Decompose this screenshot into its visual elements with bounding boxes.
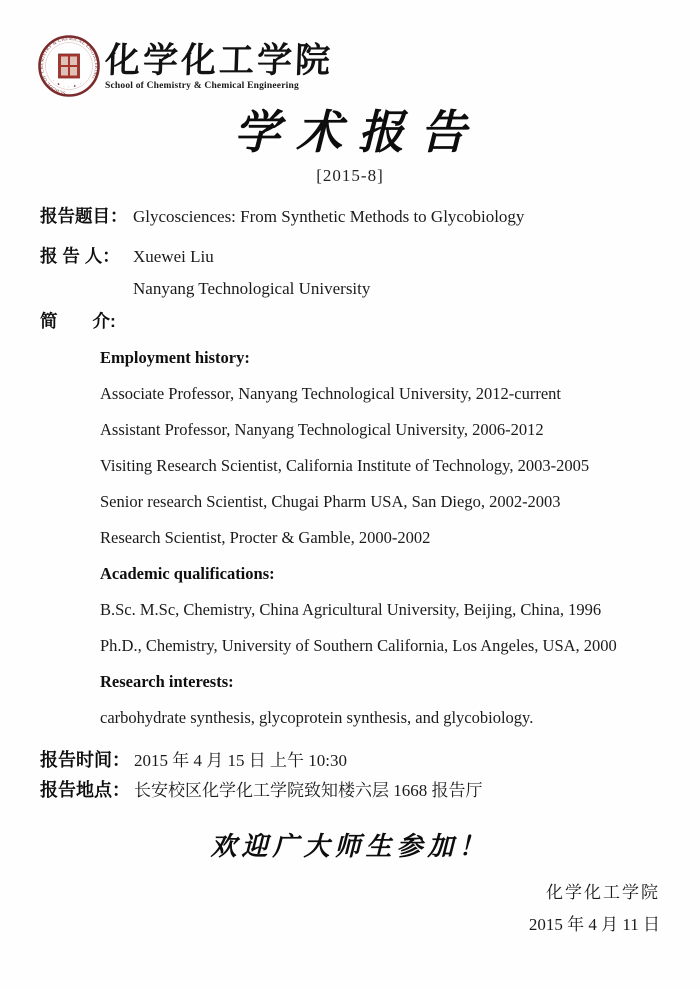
report-time-row (40, 746, 670, 772)
bio-item: Senior research Scientist, Chugai Pharm USA, San Diego, 2002-2003 (100, 492, 561, 511)
svg-text:SCHOOL OF CHEMISTRY & CHEMICAL: SCHOOL OF CHEMISTRY & CHEMICAL ENGINEERING (38, 35, 100, 96)
bio-item: Research Scientist, Procter & Gamble, 2000-2002 (100, 528, 431, 547)
report-venue-label: 报告地点： (40, 780, 130, 800)
document-title: 学术报告 (234, 107, 482, 158)
bio-item: Associate Professor, Nanyang Technological University, 2012-current (100, 384, 561, 403)
college-name-block (105, 34, 333, 91)
report-title-label: 报告题目： (40, 206, 128, 226)
bio-item: Visiting Research Scientist, California Institute of Technology, 2003-2005 (100, 456, 590, 475)
signature-college: 化学化工学院 (546, 883, 660, 902)
report-title-row (40, 203, 670, 228)
bio-section-heading: Research interests: (100, 672, 234, 691)
report-venue-row (40, 776, 670, 802)
issue-number: [2015-8] (316, 166, 384, 185)
speaker-affiliation: Nanyang Technological University (133, 279, 371, 298)
report-time-label: 报告时间： (40, 750, 130, 770)
speaker-affiliation-row (133, 279, 670, 299)
speaker-name: Xuewei Liu (133, 247, 214, 266)
speaker-label: 报 告 人： (40, 246, 120, 266)
bio-item: carbohydrate synthesis, glycoprotein synthesis, and glycobiology. (100, 708, 534, 727)
report-time-value: 2015 年 4 月 15 日 上午 10:30 (134, 751, 347, 770)
svg-text:· ✦ · · ✦ ·: · ✦ · · ✦ · (51, 78, 84, 90)
signature-date: 2015 年 4 月 11 日 (528, 915, 660, 934)
bio-item: Assistant Professor, Nanyang Technological University, 2006-2012 (100, 420, 544, 439)
speaker-row (40, 243, 670, 268)
college-logo (37, 34, 333, 98)
college-name-chinese: 化学化工学院 (104, 41, 334, 80)
bio-item: B.Sc. M.Sc, Chemistry, China Agricultural University, Beijing, China, 1996 (100, 600, 602, 619)
college-name-english: School of Chemistry & Chemical Engineering (105, 81, 299, 91)
bio-section-heading: Employment history: (100, 348, 250, 367)
report-title-value: Glycosciences: From Synthetic Methods to Glycobiology (133, 207, 525, 226)
intro-row (40, 308, 670, 333)
bio-section-heading: Academic qualifications: (100, 564, 275, 583)
bio-item: Ph.D., Chemistry, University of Southern California, Los Angeles, USA, 2000 (100, 636, 617, 655)
intro-label: 简 介: (40, 311, 116, 331)
welcome-message: 欢迎广大师生参加！ (210, 832, 490, 861)
biography-block (100, 340, 680, 736)
college-seal-icon (37, 34, 101, 98)
report-venue-value: 长安校区化学化工学院致知楼六层 1668 报告厅 (134, 781, 483, 800)
